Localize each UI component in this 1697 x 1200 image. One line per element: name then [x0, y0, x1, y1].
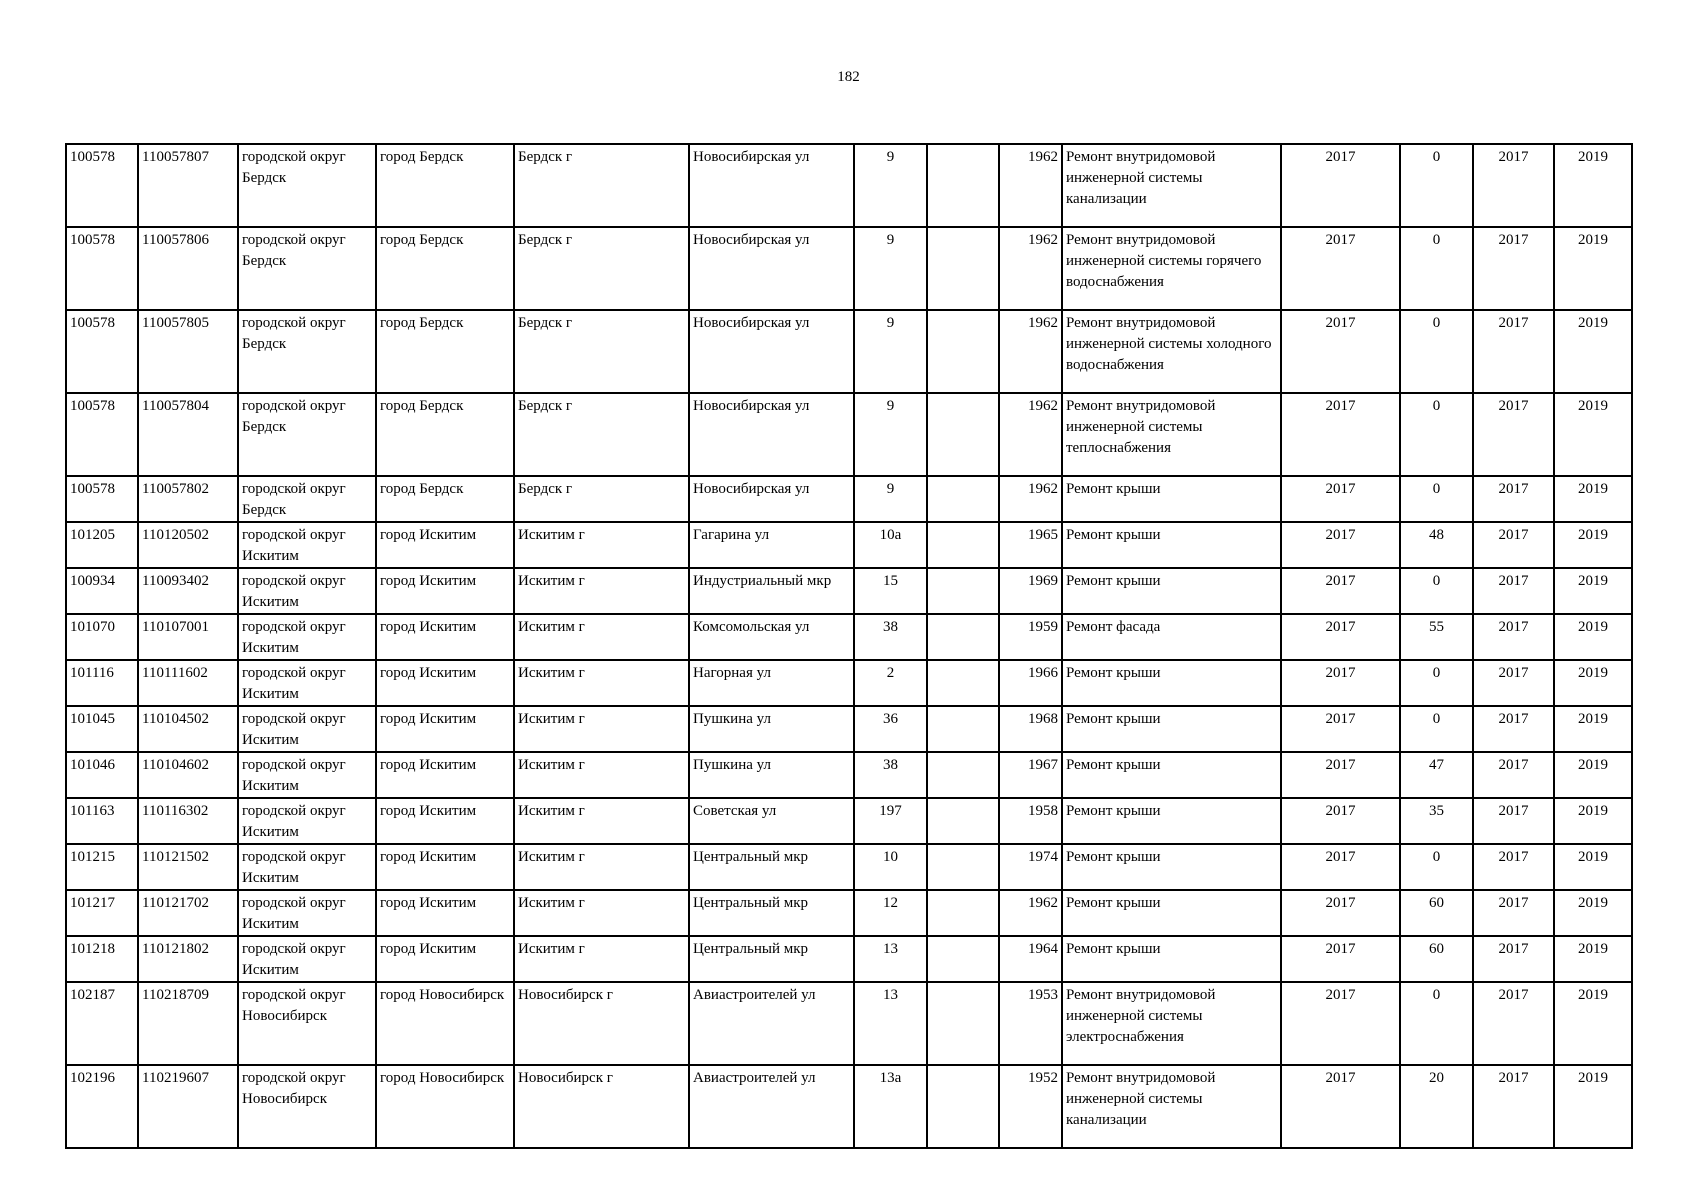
work-type-cell: Ремонт внутридомовой инженерной системы электроснабжения: [1062, 982, 1281, 1065]
settlement-cell: город Искитим: [376, 752, 514, 798]
street-cell: Новосибирская ул: [689, 393, 854, 476]
work-id-cell: 110116302: [138, 798, 238, 844]
settlement-cell: город Искитим: [376, 522, 514, 568]
work-type-cell: Ремонт внутридомовой инженерной системы горячего водоснабжения: [1062, 227, 1281, 310]
municipal-district-cell: городской округ Бердск: [238, 144, 376, 227]
locality-cell: Искитим г: [514, 660, 689, 706]
locality-cell: Бердск г: [514, 476, 689, 522]
locality-cell: Новосибирск г: [514, 1065, 689, 1148]
building-cell: [927, 144, 999, 227]
work-id-cell: 110057804: [138, 393, 238, 476]
plan-year-cell: 2017: [1281, 310, 1400, 393]
table-row: [66, 310, 1632, 393]
street-cell: Индустриальный мкр: [689, 568, 854, 614]
construction-year-cell: 1968: [999, 706, 1062, 752]
wear-percent-cell: 0: [1400, 844, 1473, 890]
municipal-district-cell: городской округ Искитим: [238, 890, 376, 936]
settlement-cell: город Искитим: [376, 706, 514, 752]
table-body: [66, 144, 1632, 1148]
work-type-cell: Ремонт крыши: [1062, 660, 1281, 706]
construction-year-cell: 1952: [999, 1065, 1062, 1148]
table-row: [66, 752, 1632, 798]
house-number-cell: 13а: [854, 1065, 927, 1148]
settlement-cell: город Новосибирск: [376, 982, 514, 1065]
construction-year-cell: 1964: [999, 936, 1062, 982]
table-row: [66, 798, 1632, 844]
construction-year-cell: 1958: [999, 798, 1062, 844]
house-number-cell: 197: [854, 798, 927, 844]
locality-cell: Искитим г: [514, 568, 689, 614]
building-cell: [927, 936, 999, 982]
work-id-cell: 110057806: [138, 227, 238, 310]
house-number-cell: 9: [854, 310, 927, 393]
work-type-cell: Ремонт внутридомовой инженерной системы теплоснабжения: [1062, 393, 1281, 476]
end-year-cell: 2019: [1554, 890, 1632, 936]
start-year-cell: 2017: [1473, 476, 1554, 522]
municipal-district-cell: городской округ Искитим: [238, 936, 376, 982]
wear-percent-cell: 20: [1400, 1065, 1473, 1148]
start-year-cell: 2017: [1473, 393, 1554, 476]
settlement-cell: город Бердск: [376, 227, 514, 310]
house-number-cell: 38: [854, 752, 927, 798]
work-type-cell: Ремонт крыши: [1062, 476, 1281, 522]
table-row: [66, 144, 1632, 227]
house-number-cell: 13: [854, 982, 927, 1065]
building-cell: [927, 982, 999, 1065]
locality-cell: Бердск г: [514, 144, 689, 227]
house-id-cell: 101046: [66, 752, 138, 798]
municipal-district-cell: городской округ Бердск: [238, 393, 376, 476]
end-year-cell: 2019: [1554, 522, 1632, 568]
wear-percent-cell: 0: [1400, 227, 1473, 310]
building-cell: [927, 522, 999, 568]
end-year-cell: 2019: [1554, 568, 1632, 614]
municipal-district-cell: городской округ Новосибирск: [238, 982, 376, 1065]
plan-year-cell: 2017: [1281, 752, 1400, 798]
work-id-cell: 110057807: [138, 144, 238, 227]
start-year-cell: 2017: [1473, 752, 1554, 798]
work-id-cell: 110093402: [138, 568, 238, 614]
building-cell: [927, 310, 999, 393]
table-row: [66, 1065, 1632, 1148]
house-id-cell: 100578: [66, 476, 138, 522]
repair-program-table: [65, 143, 1633, 1149]
house-number-cell: 36: [854, 706, 927, 752]
locality-cell: Новосибирск г: [514, 982, 689, 1065]
settlement-cell: город Новосибирск: [376, 1065, 514, 1148]
municipal-district-cell: городской округ Бердск: [238, 476, 376, 522]
work-id-cell: 110121502: [138, 844, 238, 890]
locality-cell: Бердск г: [514, 310, 689, 393]
building-cell: [927, 798, 999, 844]
work-type-cell: Ремонт крыши: [1062, 752, 1281, 798]
municipal-district-cell: городской округ Новосибирск: [238, 1065, 376, 1148]
work-id-cell: 110057802: [138, 476, 238, 522]
work-id-cell: 110107001: [138, 614, 238, 660]
plan-year-cell: 2017: [1281, 568, 1400, 614]
settlement-cell: город Искитим: [376, 798, 514, 844]
table-row: [66, 476, 1632, 522]
construction-year-cell: 1969: [999, 568, 1062, 614]
building-cell: [927, 568, 999, 614]
start-year-cell: 2017: [1473, 936, 1554, 982]
house-number-cell: 9: [854, 393, 927, 476]
table-row: [66, 936, 1632, 982]
plan-year-cell: 2017: [1281, 144, 1400, 227]
house-id-cell: 101218: [66, 936, 138, 982]
construction-year-cell: 1962: [999, 227, 1062, 310]
work-type-cell: Ремонт крыши: [1062, 522, 1281, 568]
street-cell: Авиастроителей ул: [689, 982, 854, 1065]
end-year-cell: 2019: [1554, 393, 1632, 476]
house-number-cell: 9: [854, 227, 927, 310]
building-cell: [927, 752, 999, 798]
construction-year-cell: 1962: [999, 476, 1062, 522]
table-row: [66, 982, 1632, 1065]
plan-year-cell: 2017: [1281, 982, 1400, 1065]
street-cell: Пушкина ул: [689, 752, 854, 798]
work-id-cell: 110111602: [138, 660, 238, 706]
house-number-cell: 12: [854, 890, 927, 936]
start-year-cell: 2017: [1473, 614, 1554, 660]
street-cell: Авиастроителей ул: [689, 1065, 854, 1148]
work-type-cell: Ремонт внутридомовой инженерной системы канализации: [1062, 144, 1281, 227]
wear-percent-cell: 0: [1400, 982, 1473, 1065]
work-id-cell: 110219607: [138, 1065, 238, 1148]
settlement-cell: город Бердск: [376, 476, 514, 522]
end-year-cell: 2019: [1554, 476, 1632, 522]
house-id-cell: 100578: [66, 310, 138, 393]
house-id-cell: 101045: [66, 706, 138, 752]
municipal-district-cell: городской округ Искитим: [238, 522, 376, 568]
house-id-cell: 101163: [66, 798, 138, 844]
house-number-cell: 10: [854, 844, 927, 890]
plan-year-cell: 2017: [1281, 1065, 1400, 1148]
wear-percent-cell: 0: [1400, 568, 1473, 614]
work-id-cell: 110121802: [138, 936, 238, 982]
construction-year-cell: 1962: [999, 144, 1062, 227]
end-year-cell: 2019: [1554, 706, 1632, 752]
wear-percent-cell: 0: [1400, 476, 1473, 522]
wear-percent-cell: 0: [1400, 706, 1473, 752]
settlement-cell: город Бердск: [376, 310, 514, 393]
settlement-cell: город Бердск: [376, 144, 514, 227]
work-id-cell: 110120502: [138, 522, 238, 568]
wear-percent-cell: 0: [1400, 144, 1473, 227]
work-type-cell: Ремонт крыши: [1062, 706, 1281, 752]
municipal-district-cell: городской округ Искитим: [238, 614, 376, 660]
settlement-cell: город Искитим: [376, 614, 514, 660]
house-id-cell: 102187: [66, 982, 138, 1065]
house-id-cell: 100578: [66, 393, 138, 476]
plan-year-cell: 2017: [1281, 614, 1400, 660]
locality-cell: Бердск г: [514, 393, 689, 476]
house-number-cell: 13: [854, 936, 927, 982]
start-year-cell: 2017: [1473, 890, 1554, 936]
building-cell: [927, 660, 999, 706]
building-cell: [927, 476, 999, 522]
locality-cell: Искитим г: [514, 936, 689, 982]
plan-year-cell: 2017: [1281, 890, 1400, 936]
page-number: 182: [837, 69, 860, 85]
construction-year-cell: 1962: [999, 393, 1062, 476]
municipal-district-cell: городской округ Искитим: [238, 706, 376, 752]
house-id-cell: 102196: [66, 1065, 138, 1148]
table-row: [66, 614, 1632, 660]
street-cell: Комсомольская ул: [689, 614, 854, 660]
settlement-cell: город Искитим: [376, 568, 514, 614]
street-cell: Новосибирская ул: [689, 227, 854, 310]
plan-year-cell: 2017: [1281, 660, 1400, 706]
house-number-cell: 15: [854, 568, 927, 614]
start-year-cell: 2017: [1473, 227, 1554, 310]
start-year-cell: 2017: [1473, 522, 1554, 568]
settlement-cell: город Искитим: [376, 660, 514, 706]
street-cell: Гагарина ул: [689, 522, 854, 568]
table-row: [66, 890, 1632, 936]
work-type-cell: Ремонт внутридомовой инженерной системы холодного водоснабжения: [1062, 310, 1281, 393]
wear-percent-cell: 0: [1400, 310, 1473, 393]
house-number-cell: 38: [854, 614, 927, 660]
plan-year-cell: 2017: [1281, 227, 1400, 310]
house-id-cell: 101070: [66, 614, 138, 660]
table-row: [66, 568, 1632, 614]
construction-year-cell: 1953: [999, 982, 1062, 1065]
municipal-district-cell: городской округ Бердск: [238, 227, 376, 310]
plan-year-cell: 2017: [1281, 798, 1400, 844]
table-row: [66, 844, 1632, 890]
street-cell: Пушкина ул: [689, 706, 854, 752]
house-number-cell: 9: [854, 476, 927, 522]
locality-cell: Искитим г: [514, 752, 689, 798]
locality-cell: Искитим г: [514, 890, 689, 936]
house-number-cell: 2: [854, 660, 927, 706]
building-cell: [927, 614, 999, 660]
settlement-cell: город Искитим: [376, 936, 514, 982]
street-cell: Новосибирская ул: [689, 476, 854, 522]
construction-year-cell: 1962: [999, 890, 1062, 936]
table-row: [66, 706, 1632, 752]
building-cell: [927, 393, 999, 476]
end-year-cell: 2019: [1554, 660, 1632, 706]
municipal-district-cell: городской округ Бердск: [238, 310, 376, 393]
house-id-cell: 101116: [66, 660, 138, 706]
construction-year-cell: 1965: [999, 522, 1062, 568]
house-id-cell: 100578: [66, 227, 138, 310]
locality-cell: Искитим г: [514, 706, 689, 752]
wear-percent-cell: 48: [1400, 522, 1473, 568]
construction-year-cell: 1959: [999, 614, 1062, 660]
wear-percent-cell: 55: [1400, 614, 1473, 660]
wear-percent-cell: 0: [1400, 393, 1473, 476]
work-type-cell: Ремонт крыши: [1062, 844, 1281, 890]
wear-percent-cell: 35: [1400, 798, 1473, 844]
house-id-cell: 100934: [66, 568, 138, 614]
municipal-district-cell: городской округ Искитим: [238, 844, 376, 890]
settlement-cell: город Бердск: [376, 393, 514, 476]
work-id-cell: 110218709: [138, 982, 238, 1065]
street-cell: Советская ул: [689, 798, 854, 844]
start-year-cell: 2017: [1473, 798, 1554, 844]
end-year-cell: 2019: [1554, 844, 1632, 890]
municipal-district-cell: городской округ Искитим: [238, 660, 376, 706]
plan-year-cell: 2017: [1281, 936, 1400, 982]
end-year-cell: 2019: [1554, 227, 1632, 310]
work-type-cell: Ремонт крыши: [1062, 798, 1281, 844]
wear-percent-cell: 47: [1400, 752, 1473, 798]
work-type-cell: Ремонт крыши: [1062, 568, 1281, 614]
start-year-cell: 2017: [1473, 660, 1554, 706]
locality-cell: Искитим г: [514, 844, 689, 890]
construction-year-cell: 1966: [999, 660, 1062, 706]
plan-year-cell: 2017: [1281, 844, 1400, 890]
end-year-cell: 2019: [1554, 798, 1632, 844]
end-year-cell: 2019: [1554, 752, 1632, 798]
house-id-cell: 100578: [66, 144, 138, 227]
street-cell: Новосибирская ул: [689, 310, 854, 393]
table-row: [66, 393, 1632, 476]
building-cell: [927, 227, 999, 310]
street-cell: Центральный мкр: [689, 936, 854, 982]
plan-year-cell: 2017: [1281, 706, 1400, 752]
locality-cell: Искитим г: [514, 798, 689, 844]
municipal-district-cell: городской округ Искитим: [238, 752, 376, 798]
work-type-cell: Ремонт фасада: [1062, 614, 1281, 660]
end-year-cell: 2019: [1554, 310, 1632, 393]
table-row: [66, 227, 1632, 310]
house-id-cell: 101215: [66, 844, 138, 890]
house-id-cell: 101217: [66, 890, 138, 936]
start-year-cell: 2017: [1473, 844, 1554, 890]
street-cell: Центральный мкр: [689, 844, 854, 890]
plan-year-cell: 2017: [1281, 393, 1400, 476]
end-year-cell: 2019: [1554, 144, 1632, 227]
work-id-cell: 110104502: [138, 706, 238, 752]
settlement-cell: город Искитим: [376, 844, 514, 890]
wear-percent-cell: 0: [1400, 660, 1473, 706]
wear-percent-cell: 60: [1400, 936, 1473, 982]
locality-cell: Бердск г: [514, 227, 689, 310]
construction-year-cell: 1962: [999, 310, 1062, 393]
start-year-cell: 2017: [1473, 982, 1554, 1065]
work-type-cell: Ремонт крыши: [1062, 890, 1281, 936]
street-cell: Нагорная ул: [689, 660, 854, 706]
building-cell: [927, 890, 999, 936]
start-year-cell: 2017: [1473, 568, 1554, 614]
construction-year-cell: 1967: [999, 752, 1062, 798]
building-cell: [927, 1065, 999, 1148]
locality-cell: Искитим г: [514, 614, 689, 660]
table-row: [66, 522, 1632, 568]
building-cell: [927, 844, 999, 890]
work-id-cell: 110104602: [138, 752, 238, 798]
plan-year-cell: 2017: [1281, 522, 1400, 568]
work-type-cell: Ремонт крыши: [1062, 936, 1281, 982]
start-year-cell: 2017: [1473, 144, 1554, 227]
start-year-cell: 2017: [1473, 1065, 1554, 1148]
start-year-cell: 2017: [1473, 706, 1554, 752]
municipal-district-cell: городской округ Искитим: [238, 568, 376, 614]
municipal-district-cell: городской округ Искитим: [238, 798, 376, 844]
street-cell: Новосибирская ул: [689, 144, 854, 227]
plan-year-cell: 2017: [1281, 476, 1400, 522]
work-id-cell: 110121702: [138, 890, 238, 936]
work-id-cell: 110057805: [138, 310, 238, 393]
end-year-cell: 2019: [1554, 1065, 1632, 1148]
wear-percent-cell: 60: [1400, 890, 1473, 936]
start-year-cell: 2017: [1473, 310, 1554, 393]
work-type-cell: Ремонт внутридомовой инженерной системы канализации: [1062, 1065, 1281, 1148]
house-number-cell: 10а: [854, 522, 927, 568]
house-number-cell: 9: [854, 144, 927, 227]
end-year-cell: 2019: [1554, 982, 1632, 1065]
house-id-cell: 101205: [66, 522, 138, 568]
locality-cell: Искитим г: [514, 522, 689, 568]
street-cell: Центральный мкр: [689, 890, 854, 936]
table-row: [66, 660, 1632, 706]
end-year-cell: 2019: [1554, 936, 1632, 982]
settlement-cell: город Искитим: [376, 890, 514, 936]
end-year-cell: 2019: [1554, 614, 1632, 660]
building-cell: [927, 706, 999, 752]
construction-year-cell: 1974: [999, 844, 1062, 890]
